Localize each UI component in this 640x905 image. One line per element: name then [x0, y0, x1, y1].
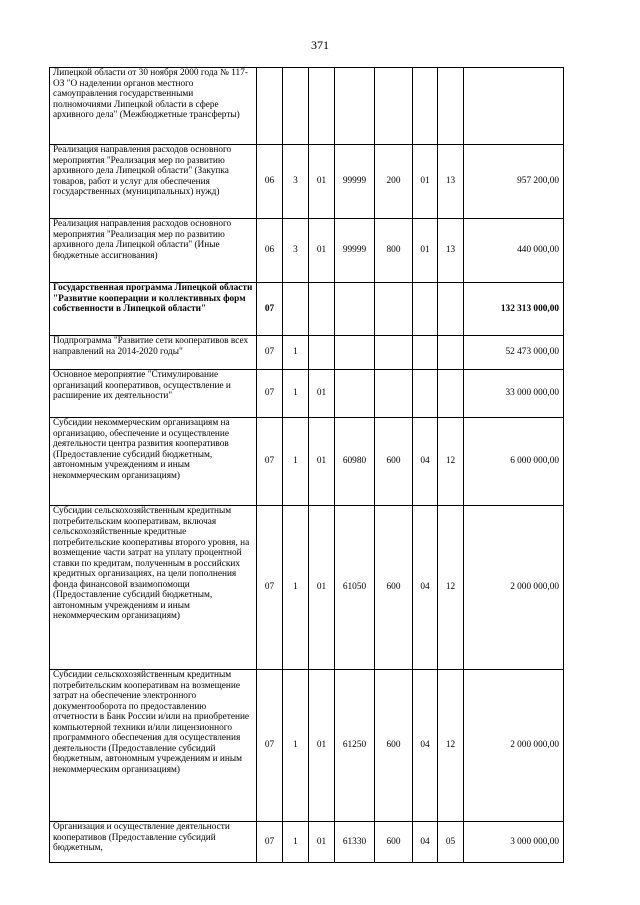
table-row — [50, 145, 564, 219]
table-row — [50, 670, 564, 822]
row-name-cell: Субсидии сельскохозяйственным кредитным потребительским кооперативам, включая сельскохозяйственные кредитные потребительские кооперативы второго уровня, на возмещение части затрат на уплату процентной ставки по кредитам, полученным в российских кредитных организациях, на цели пополнения фонда финансовой взаимопомощи (Предоставление субсидий бюджетным, автономным учреждениям и иным некоммерческим организациям) — [50, 506, 257, 670]
subsection-cell: 05 — [438, 822, 464, 863]
row-name-cell: Организация и осуществление деятельности кооперативов (Предоставление субсидий бюджетным, — [50, 822, 257, 863]
subsection-cell — [438, 336, 464, 370]
section-cell — [413, 68, 438, 145]
row-name-cell: Реализация направления расходов основного мероприятия "Реализация мер по развитию архивного дела Липецкой области" (Иные бюджетные ассигнования) — [50, 219, 257, 283]
subsection-cell: 12 — [438, 670, 464, 822]
section-cell: 04 — [413, 418, 438, 506]
direction-cell: 61330 — [335, 822, 375, 863]
event-cell — [309, 68, 335, 145]
subsection-cell: 13 — [438, 145, 464, 219]
section-cell: 01 — [413, 145, 438, 219]
expense-type-cell: 600 — [375, 506, 413, 670]
row-name-cell: Государственная программа Липецкой области "Развитие кооперации и коллективных форм собственности в Липецкой области" — [50, 283, 257, 336]
amount-cell: 957 200,00 — [464, 145, 564, 219]
subprogram-cell: 1 — [283, 370, 309, 418]
expense-type-cell — [375, 68, 413, 145]
subprogram-cell: 3 — [283, 219, 309, 283]
code-cell — [257, 68, 283, 145]
table-row — [50, 506, 564, 670]
expense-type-cell: 200 — [375, 145, 413, 219]
amount-cell: 2 000 000,00 — [464, 506, 564, 670]
direction-cell: 60980 — [335, 418, 375, 506]
subprogram-cell: 1 — [283, 670, 309, 822]
section-cell: 04 — [413, 822, 438, 863]
direction-cell: 99999 — [335, 145, 375, 219]
event-cell — [309, 336, 335, 370]
section-cell: 04 — [413, 506, 438, 670]
subprogram-cell: 1 — [283, 418, 309, 506]
table-row — [50, 822, 564, 863]
section-cell — [413, 283, 438, 336]
amount-cell: 33 000 000,00 — [464, 370, 564, 418]
amount-cell: 440 000,00 — [464, 219, 564, 283]
code-cell: 07 — [257, 822, 283, 863]
table-row — [50, 370, 564, 418]
section-cell — [413, 336, 438, 370]
expense-type-cell — [375, 370, 413, 418]
subsection-cell: 12 — [438, 506, 464, 670]
subsection-cell — [438, 370, 464, 418]
code-cell: 07 — [257, 283, 283, 336]
subsection-cell: 12 — [438, 418, 464, 506]
amount-cell: 3 000 000,00 — [464, 822, 564, 863]
code-cell: 07 — [257, 370, 283, 418]
page-number: 371 — [311, 38, 329, 52]
amount-cell: 52 473 000,00 — [464, 336, 564, 370]
row-name-cell: Реализация направления расходов основного мероприятия "Реализация мер по развитию архивного дела Липецкой области" (Закупка товаров, работ и услуг для обеспечения государственных (муниципальных) нужд) — [50, 145, 257, 219]
subprogram-cell: 1 — [283, 822, 309, 863]
expense-type-cell: 800 — [375, 219, 413, 283]
subsection-cell — [438, 283, 464, 336]
table-row — [50, 283, 564, 336]
subprogram-cell: 1 — [283, 506, 309, 670]
code-cell: 07 — [257, 418, 283, 506]
code-cell: 06 — [257, 145, 283, 219]
budget-table — [49, 67, 564, 863]
event-cell: 01 — [309, 418, 335, 506]
direction-cell: 61050 — [335, 506, 375, 670]
code-cell: 07 — [257, 506, 283, 670]
row-name-cell: Липецкой области от 30 ноября 2000 года № 117-ОЗ "О наделении органов местного самоуправления государственными полномочиями Липецкой области в сфере архивного дела" (Межбюджетные трансферты) — [50, 68, 257, 145]
direction-cell: 99999 — [335, 219, 375, 283]
amount-cell: 6 000 000,00 — [464, 418, 564, 506]
row-name-cell: Подпрограмма "Развитие сети кооперативов всех направлений на 2014-2020 годы" — [50, 336, 257, 370]
expense-type-cell: 600 — [375, 418, 413, 506]
expense-type-cell: 600 — [375, 822, 413, 863]
direction-cell — [335, 68, 375, 145]
amount-cell — [464, 68, 564, 145]
subprogram-cell — [283, 68, 309, 145]
event-cell: 01 — [309, 145, 335, 219]
event-cell: 01 — [309, 670, 335, 822]
row-name-cell: Субсидии некоммерческим организациям на организацию, обеспечение и осуществление деятельности центра развития кооперативов (Предоставление субсидий бюджетным, автономным учреждениям и иным некоммерческим организациям) — [50, 418, 257, 506]
subsection-cell: 13 — [438, 219, 464, 283]
table-row — [50, 219, 564, 283]
expense-type-cell — [375, 283, 413, 336]
code-cell: 07 — [257, 336, 283, 370]
amount-cell: 132 313 000,00 — [464, 283, 564, 336]
table-row — [50, 68, 564, 145]
table-row — [50, 336, 564, 370]
row-name-cell: Субсидии сельскохозяйственным кредитным потребительским кооперативам на возмещение затрат на обеспечение электронного документооборота по предоставлению отчетности в Банк России и/или на приобретение компьютерной техники и/или лицензионного программного обеспечения для осуществления деятельности (Предоставление субсидий бюджетным, автономным учреждениям и иным некоммерческим организациям) — [50, 670, 257, 822]
event-cell: 01 — [309, 506, 335, 670]
direction-cell — [335, 336, 375, 370]
expense-type-cell: 600 — [375, 670, 413, 822]
table-row — [50, 418, 564, 506]
direction-cell: 61250 — [335, 670, 375, 822]
event-cell: 01 — [309, 822, 335, 863]
subprogram-cell: 3 — [283, 145, 309, 219]
section-cell — [413, 370, 438, 418]
subprogram-cell — [283, 283, 309, 336]
amount-cell: 2 000 000,00 — [464, 670, 564, 822]
direction-cell — [335, 370, 375, 418]
expense-type-cell — [375, 336, 413, 370]
code-cell: 06 — [257, 219, 283, 283]
subsection-cell — [438, 68, 464, 145]
event-cell: 01 — [309, 370, 335, 418]
event-cell — [309, 283, 335, 336]
subprogram-cell: 1 — [283, 336, 309, 370]
code-cell: 07 — [257, 670, 283, 822]
direction-cell — [335, 283, 375, 336]
row-name-cell: Основное мероприятие "Стимулирование организаций кооперативов, осуществление и расширение их деятельности" — [50, 370, 257, 418]
event-cell: 01 — [309, 219, 335, 283]
section-cell: 01 — [413, 219, 438, 283]
section-cell: 04 — [413, 670, 438, 822]
